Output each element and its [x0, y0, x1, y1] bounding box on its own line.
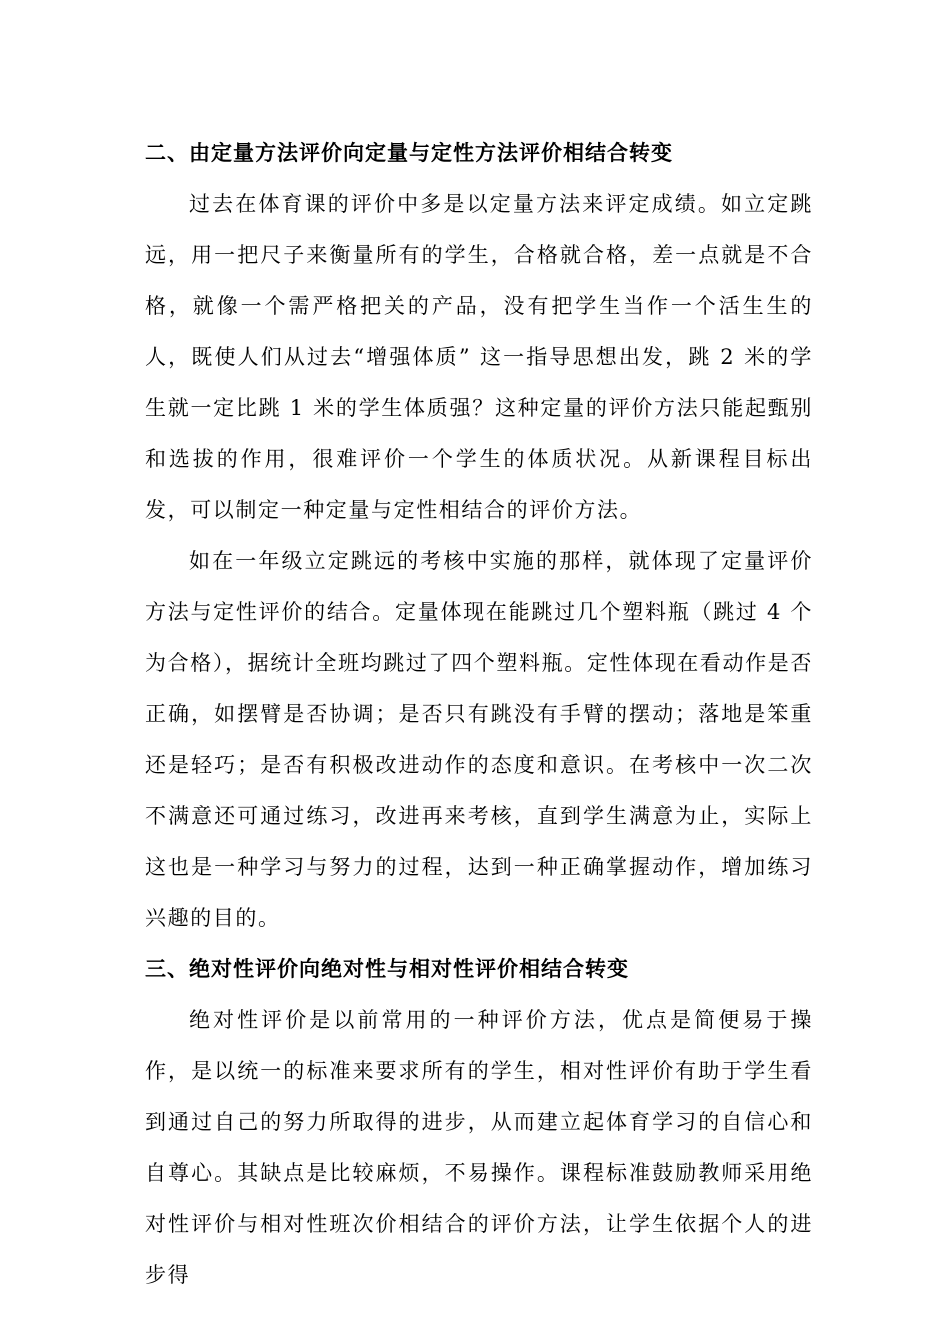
- body-paragraph: 过去在体育课的评价中多是以定量方法来评定成绩。如立定跳远，用一把尺子来衡量所有的学生，合格就合格，差一点就是不合格，就像一个需严格把关的产品，没有把学生当作一个活生生的人，既使人们从过去“增强体质” 这一指导思想出发，跳 2 米的学生就一定比跳 1 米的学生体质强？这种定量的评价方法只能起甄别和选拔的作用，很难评价一个学生的体质状况。从新课程目标出发，可以制定一种定量与定性相结合的评价方法。: [145, 192, 813, 522]
- section-heading-2: 二、由定量方法评价向定量与定性方法评价相结合转变: [145, 141, 673, 165]
- body-paragraph: 绝对性评价是以前常用的一种评价方法，优点是简便易于操作，是以统一的标准来要求所有的学生，相对性评价有助于学生看到通过自己的努力所取得的进步，从而建立起体育学习的自信心和自尊心。其缺点是比较麻烦，不易操作。课程标准鼓励教师采用绝对性评价与相对性班次价相结合的评价方法，让学生依据个人的进步得: [145, 1008, 813, 1287]
- body-paragraph: 如在一年级立定跳远的考核中实施的那样，就体现了定量评价方法与定性评价的结合。定量体现在能跳过几个塑料瓶（跳过 4 个为合格），据统计全班均跳过了四个塑料瓶。定性体现在看动作是否正确，如摆臂是否协调；是否只有跳没有手臂的摆动；落地是笨重还是轻巧；是否有积极改进动作的态度和意识。在考核中一次二次不满意还可通过练习，改进再来考核，直到学生满意为止，实际上这也是一种学习与努力的过程，达到一种正确掌握动作，增加练习兴趣的目的。: [145, 549, 813, 930]
- document-body: [145, 128, 813, 1301]
- section-heading-3: 三、绝对性评价向绝对性与相对性评价相结合转变: [145, 957, 629, 981]
